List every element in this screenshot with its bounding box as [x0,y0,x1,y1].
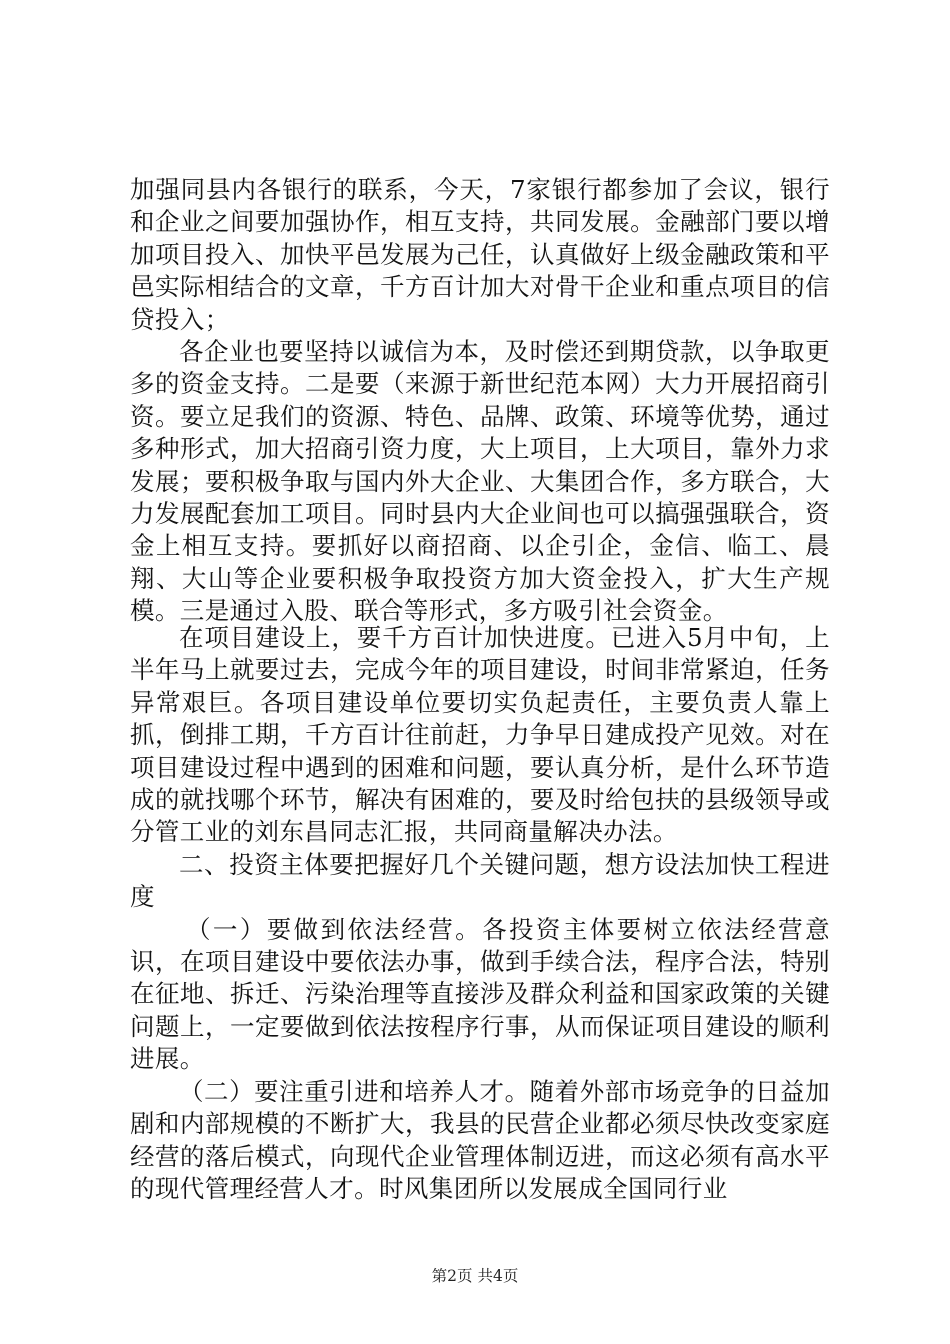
paragraph: （二）要注重引进和培养人才。随着外部市场竞争的日益加剧和内部规模的不断扩大，我县的民营企业都必须尽快改变家庭经营的落后模式，向现代企业管理体制迈进，而这必须有高水平的现代管理经营人才。时风集团所以发展成全国同行业 [130,1076,830,1203]
paragraph: 加强同县内各银行的联系，今天，7家银行都参加了会议，银行和企业之间要加强协作，相互支持，共同发展。金融部门要以增加项目投入、加快平邑发展为己任，认真做好上级金融政策和平邑实际相结合的文章，千方百计加大对骨干企业和重点项目的信贷投入； [130,175,830,334]
body-text-block [130,174,830,628]
page-number: 第2页 共4页 [431,1267,519,1285]
body-text-block [130,622,830,1205]
page-footer [0,1266,950,1286]
paragraph: 在项目建设上，要千方百计加快进度。已进入5月中旬，上半年马上就要过去，完成今年的项目建设，时间非常紧迫，任务异常艰巨。各项目建设单位要切实负起责任，主要负责人靠上抓，倒排工期，千方百计往前赶，力争早日建成投产见效。对在项目建设过程中遇到的困难和问题，要认真分析，是什么环节造成的就找哪个环节，解决有困难的，要及时给包扶的县级领导或分管工业的刘东昌同志汇报，共同商量解决办法。 [130,623,830,847]
paragraph: 各企业也要坚持以诚信为本，及时偿还到期贷款，以争取更多的资金支持。二是要（来源于新世纪范本网）大力开展招商引资。要立足我们的资源、特色、品牌、政策、环境等优势，通过多种形式，加大招商引资力度，大上项目，上大项目，靠外力求发展；要积极争取与国内外大企业、大集团合作，多方联合，大力发展配套加工项目。同时县内大企业间也可以搞强强联合，资金上相互支持。要抓好以商招商、以企引企，金信、临工、晨翔、大山等企业要积极争取投资方加大资金投入，扩大生产规模。三是通过入股、联合等形式，多方吸引社会资金。 [130,337,830,626]
paragraph: （一）要做到依法经营。各投资主体要树立依法经营意识，在项目建设中要依法办事，做到手续合法，程序合法，特别在征地、拆迁、污染治理等直接涉及群众利益和国家政策的关键问题上，一定要做到依法按程序行事，从而保证项目建设的顺利进展。 [130,914,830,1074]
section-heading: 二、投资主体要把握好几个关键问题，想方设法加快工程进度 [130,849,830,912]
